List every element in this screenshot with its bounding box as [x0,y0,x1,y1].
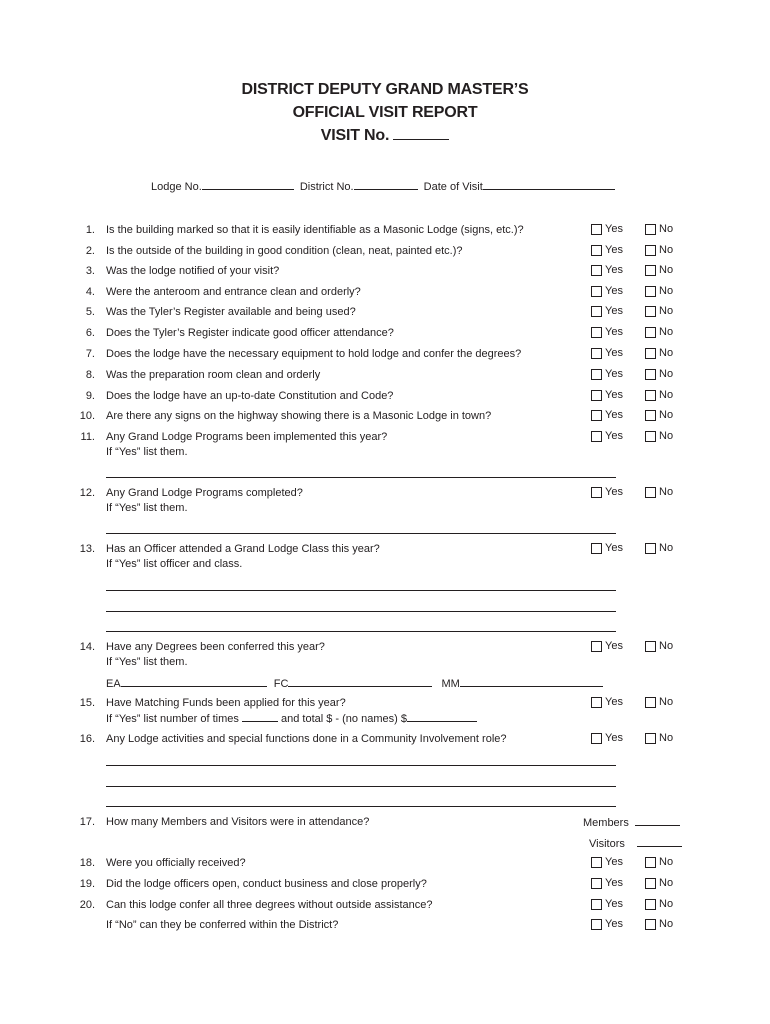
checkbox-icon[interactable] [645,348,656,359]
question-text: Were you officially received? [106,857,246,869]
checkbox-icon[interactable] [645,857,656,868]
total-label: and total $ - (no names) $ [280,713,407,725]
question-number: 13. [79,543,95,555]
fc-field[interactable] [288,677,432,687]
no-checkbox-q20-followup[interactable] [645,918,673,930]
lodge-number-field[interactable] [202,180,294,190]
question-text: Was the lodge notified of your visit? [106,265,280,277]
checkbox-icon[interactable] [645,641,656,652]
ea-label: EA [106,678,121,690]
yes-checkbox-q10[interactable] [591,409,623,421]
no-label: No [659,542,674,554]
answer-line-q16[interactable] [106,765,616,766]
visit-number-field[interactable] [393,127,449,140]
no-label: No [659,244,674,256]
yes-checkbox-q13[interactable] [591,542,623,554]
total-field[interactable] [407,712,477,722]
answer-line-q13[interactable] [106,631,616,632]
question-number: 3. [85,265,95,277]
answer-line-q12[interactable] [106,533,616,534]
checkbox-icon[interactable] [591,224,602,235]
question-text: Any Grand Lodge Programs completed? [106,487,303,499]
question-followup: If “No” can they be conferred within the District? [106,919,339,931]
no-checkbox-q19[interactable] [645,877,673,889]
checkbox-icon[interactable] [645,431,656,442]
yes-label: Yes [605,430,623,442]
checkbox-icon[interactable] [645,899,656,910]
no-checkbox-q3[interactable] [645,264,673,276]
no-label: No [659,732,674,744]
question-text: Has an Officer attended a Grand Lodge Class this year? [106,543,380,555]
yes-checkbox-q7[interactable] [591,347,623,359]
yes-checkbox-q5[interactable] [591,305,623,317]
checkbox-icon[interactable] [645,919,656,930]
question-number: 14. [79,641,95,653]
yes-label: Yes [605,264,623,276]
no-checkbox-q10[interactable] [645,409,673,421]
no-checkbox-q8[interactable] [645,368,673,380]
no-checkbox-q14[interactable] [645,640,673,652]
question-text: Is the outside of the building in good condition (clean, neat, painted etc.)? [106,245,463,257]
yes-label: Yes [605,898,623,910]
no-label: No [659,305,674,317]
checkbox-icon[interactable] [591,410,602,421]
yes-checkbox-q2[interactable] [591,244,623,256]
no-label: No [659,856,674,868]
mm-label: MM [441,678,460,690]
members-count [583,816,680,829]
checkbox-icon[interactable] [591,733,602,744]
mm-field[interactable] [460,677,603,687]
yes-label: Yes [605,696,623,708]
yes-label: Yes [605,326,623,338]
question-number: 12. [79,487,95,499]
question-number: 11. [80,431,95,443]
no-checkbox-q15[interactable] [645,696,673,708]
no-label: No [659,285,674,297]
yes-label: Yes [605,918,623,930]
district-number-field[interactable] [354,180,418,190]
checkbox-icon[interactable] [645,286,656,297]
question-number: 16. [79,733,95,745]
checkbox-icon[interactable] [645,733,656,744]
no-label: No [659,640,674,652]
question-number: 8. [85,369,95,381]
checkbox-icon[interactable] [645,224,656,235]
question-instruction: If “Yes” list them. [106,502,188,514]
checkbox-icon[interactable] [591,369,602,380]
checkbox-icon[interactable] [645,878,656,889]
answer-line-q16[interactable] [106,806,616,807]
checkbox-icon[interactable] [591,697,602,708]
yes-label: Yes [605,223,623,235]
yes-label: Yes [605,244,623,256]
yes-label: Yes [605,877,623,889]
checkbox-icon[interactable] [591,390,602,401]
no-label: No [659,264,674,276]
question-number: 4. [85,286,95,298]
checkbox-icon[interactable] [591,286,602,297]
question-text: Does the Tyler’s Register indicate good officer attendance? [106,327,394,339]
visitors-count [589,837,682,850]
yes-label: Yes [605,368,623,380]
checkbox-icon[interactable] [591,265,602,276]
checkbox-icon[interactable] [645,306,656,317]
question-instruction: If “Yes” list them. [106,446,188,458]
question-instruction: If “Yes” list officer and class. [106,558,243,570]
checkbox-icon[interactable] [591,348,602,359]
question-number: 18. [79,857,95,869]
no-checkbox-q18[interactable] [645,856,673,868]
checkbox-icon[interactable] [645,265,656,276]
question-text: Was the Tyler’s Register available and being used? [106,306,356,318]
no-label: No [659,486,674,498]
yes-checkbox-q16[interactable] [591,732,623,744]
times-label: If “Yes” list number of times [106,713,239,725]
yes-checkbox-q11[interactable] [591,430,623,442]
no-label: No [659,409,674,421]
checkbox-icon[interactable] [591,431,602,442]
question-number: 10. [79,410,95,422]
no-label: No [659,918,674,930]
yes-label: Yes [605,640,623,652]
checkbox-icon[interactable] [591,245,602,256]
question-text: How many Members and Visitors were in attendance? [106,816,370,828]
degrees-row [106,677,603,690]
question-number: 5. [85,306,95,318]
members-label: Members [583,817,629,829]
yes-label: Yes [605,856,623,868]
yes-checkbox-q19[interactable] [591,877,623,889]
question-text: Does the lodge have the necessary equipment to hold lodge and confer the degrees? [106,348,522,360]
yes-checkbox-q4[interactable] [591,285,623,297]
district-number-label: District No. [299,181,354,193]
yes-label: Yes [605,486,623,498]
yes-label: Yes [605,732,623,744]
no-label: No [659,898,674,910]
members-field[interactable] [635,816,680,826]
yes-checkbox-q8[interactable] [591,368,623,380]
checkbox-icon[interactable] [591,543,602,554]
no-label: No [659,368,674,380]
checkbox-icon[interactable] [591,919,602,930]
yes-checkbox-q20[interactable] [591,898,623,910]
checkbox-icon[interactable] [645,245,656,256]
yes-label: Yes [605,347,623,359]
question-text: Any Lodge activities and special functions done in a Community Involvement role? [106,733,507,745]
yes-checkbox-q14[interactable] [591,640,623,652]
question-text: Does the lodge have an up-to-date Constitution and Code? [106,390,394,402]
yes-checkbox-q3[interactable] [591,264,623,276]
no-checkbox-q13[interactable] [645,542,673,554]
question-number: 2. [85,245,95,257]
no-label: No [659,326,674,338]
answer-line-q11[interactable] [106,477,616,478]
checkbox-icon[interactable] [591,327,602,338]
checkbox-icon[interactable] [645,327,656,338]
yes-checkbox-q1[interactable] [591,223,623,235]
no-checkbox-q7[interactable] [645,347,673,359]
question-number: 6. [85,327,95,339]
yes-label: Yes [605,409,623,421]
question-text: Are there any signs on the highway showing there is a Masonic Lodge in town? [106,410,492,422]
checkbox-icon[interactable] [645,410,656,421]
question-instruction [106,712,477,725]
checkbox-icon[interactable] [645,390,656,401]
visit-meta-row [151,180,615,193]
no-checkbox-q20[interactable] [645,898,673,910]
checkbox-icon[interactable] [645,369,656,380]
checkbox-icon[interactable] [645,543,656,554]
yes-label: Yes [605,389,623,401]
report-title-line2: OFFICIAL VISIT REPORT [292,104,478,121]
no-label: No [659,430,674,442]
no-checkbox-q2[interactable] [645,244,673,256]
question-text: Have any Degrees been conferred this year? [106,641,325,653]
question-text: Were the anteroom and entrance clean and orderly? [106,286,361,298]
question-text: Did the lodge officers open, conduct business and close properly? [106,878,427,890]
date-of-visit-field[interactable] [483,180,615,190]
answer-line-q16[interactable] [106,786,616,787]
question-number: 1. [85,224,95,236]
no-label: No [659,347,674,359]
yes-checkbox-q15[interactable] [591,696,623,708]
checkbox-icon[interactable] [591,899,602,910]
yes-checkbox-q6[interactable] [591,326,623,338]
yes-label: Yes [605,305,623,317]
no-checkbox-q6[interactable] [645,326,673,338]
question-text: Any Grand Lodge Programs been implemented this year? [106,431,388,443]
checkbox-icon[interactable] [645,697,656,708]
question-text: Have Matching Funds been applied for this year? [106,697,346,709]
visit-number-label: VISIT No. [320,127,390,144]
checkbox-icon[interactable] [591,306,602,317]
yes-checkbox-q20-followup[interactable] [591,918,623,930]
yes-label: Yes [605,285,623,297]
visitors-label: Visitors [589,838,625,850]
report-title-line3 [0,127,770,145]
yes-checkbox-q9[interactable] [591,389,623,401]
no-label: No [659,877,674,889]
question-number: 15. [79,697,95,709]
times-field[interactable] [242,712,278,722]
checkbox-icon[interactable] [591,857,602,868]
fc-label: FC [273,678,289,690]
no-checkbox-q16[interactable] [645,732,673,744]
checkbox-icon[interactable] [591,641,602,652]
yes-checkbox-q12[interactable] [591,486,623,498]
yes-label: Yes [605,542,623,554]
no-label: No [659,389,674,401]
answer-line-q13[interactable] [106,590,616,591]
no-checkbox-q5[interactable] [645,305,673,317]
report-title-line1: DISTRICT DEPUTY GRAND MASTER’S [241,81,529,98]
question-text: Was the preparation room clean and orderly [106,369,321,381]
question-text: Is the building marked so that it is easily identifiable as a Masonic Lodge (signs, etc.)? [106,224,524,236]
lodge-number-label: Lodge No. [151,181,202,193]
no-label: No [659,696,674,708]
question-number: 19. [79,878,95,890]
ea-field[interactable] [121,677,267,687]
question-number: 20. [79,899,95,911]
checkbox-icon[interactable] [591,487,602,498]
no-checkbox-q11[interactable] [645,430,673,442]
checkbox-icon[interactable] [645,487,656,498]
question-number: 17. [79,816,95,828]
no-checkbox-q1[interactable] [645,223,673,235]
no-checkbox-q12[interactable] [645,486,673,498]
question-number: 7. [85,348,95,360]
visitors-field[interactable] [637,837,682,847]
date-of-visit-label: Date of Visit [423,181,483,193]
question-number: 9. [85,390,95,402]
no-checkbox-q4[interactable] [645,285,673,297]
no-checkbox-q9[interactable] [645,389,673,401]
no-label: No [659,223,674,235]
checkbox-icon[interactable] [591,878,602,889]
question-instruction: If “Yes” list them. [106,656,188,668]
question-text: Can this lodge confer all three degrees without outside assistance? [106,899,433,911]
yes-checkbox-q18[interactable] [591,856,623,868]
answer-line-q13[interactable] [106,611,616,612]
